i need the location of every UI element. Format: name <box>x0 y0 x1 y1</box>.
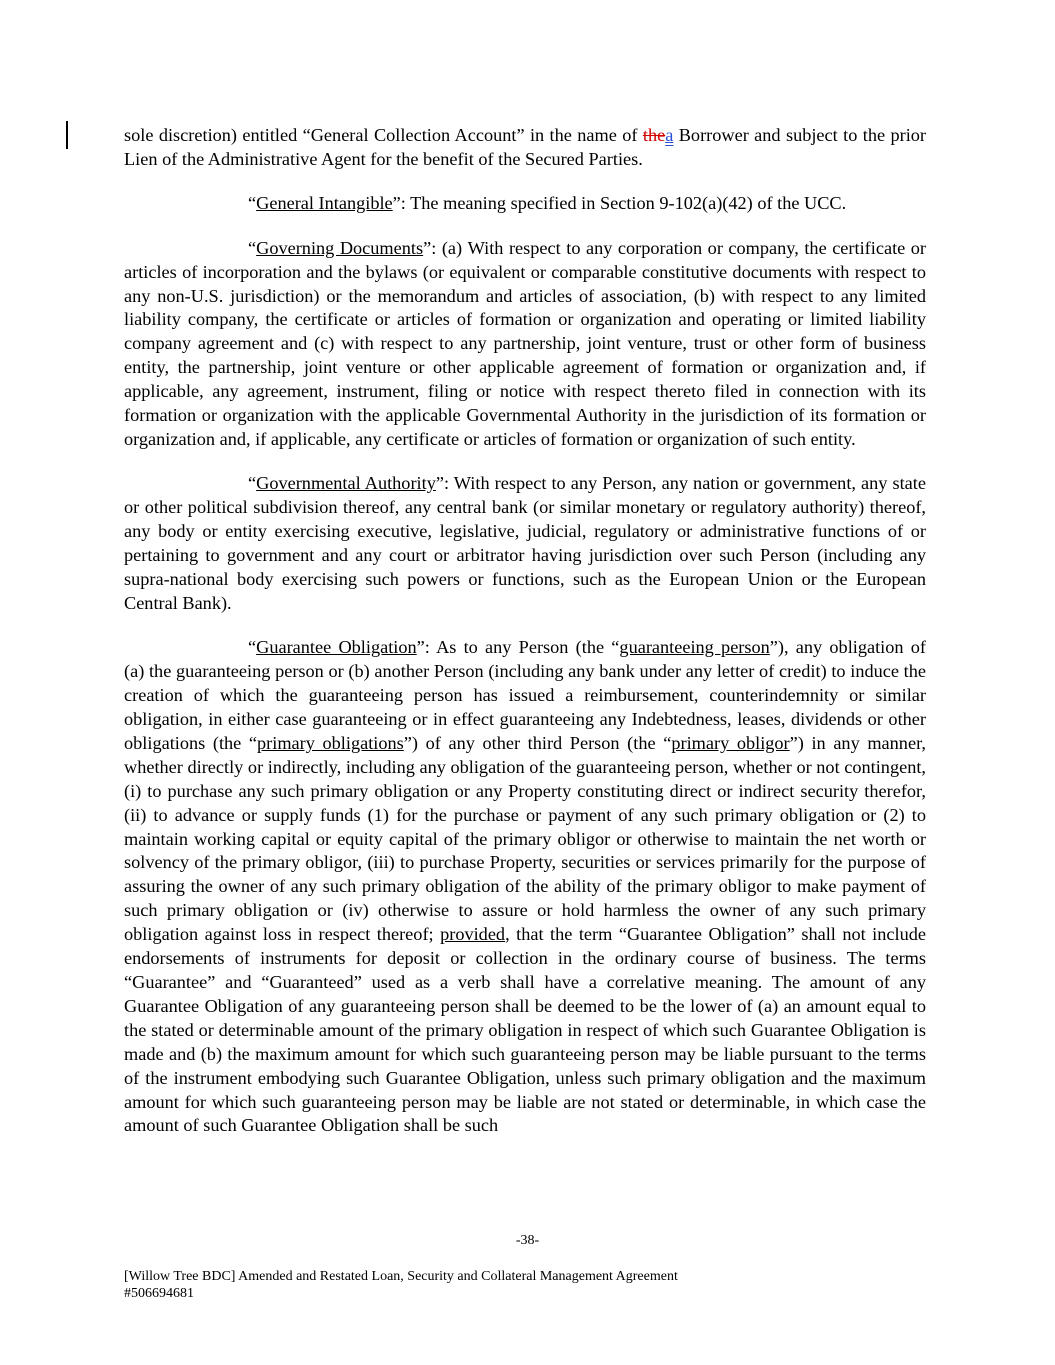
defined-term: Guarantee Obligation <box>256 637 417 658</box>
defined-term: Governmental Authority <box>256 473 436 494</box>
definition-text: ”: (a) With respect to any corporation or company, the certificate or articles of incorporation and the bylaws (or equivalent or comparable constitutive documents with respect to any non-U.S. jurisdiction) or the memorandum and articles of association, (b) with respect to any limited liability company, the certificate or articles of formation or organization and operating or limited liability company agreement and (c) with respect to any partnership, joint venture, trust or other form of business entity, the partnership, joint venture or other applicable agreement of formation or organization and, if applicable, any agreement, instrument, filing or notice with respect thereto filed in connection with its formation or organization with the applicable Governmental Authority in the jurisdiction of its formation or organization and, if applicable, any certificate or articles of formation or organization of such entity. <box>124 237 927 449</box>
proviso-term: provided <box>440 924 506 945</box>
open-quote: “ <box>248 237 257 258</box>
defined-term: Governing Documents <box>256 237 424 258</box>
inserted-text: a <box>665 125 674 145</box>
revision-change-bar <box>66 121 68 149</box>
definition-text: ”), any obligation of (a) the guaranteeing person or (b) another Person (including any bank under any letter of credit) to induce the creation of which the guaranteeing person has issued a reimbursement, counterindemnity or similar obligation, in either case guaranteeing or in effect guaranteeing any Indebtedness, leases, dividends or other obligations (the “ <box>124 637 926 753</box>
definition-text: , that the term “Guarantee Obligation” shall not include endorsements of instruments for deposit or collection in the ordinary course of business. The terms “Guarantee” and “Guaranteed” used as a verb shall have a correlative meaning. The amount of any Guarantee Obligation of any guaranteeing person shall be deemed to be the lower of (a) an amount equal to the stated or determinable amount of the primary obligation in respect of which such Guarantee Obligation is made and (b) the maximum amount for which such guaranteeing person may be liable pursuant to the terms of the instrument embodying such Guarantee Obligation, unless such primary obligation and the maximum amount for which such guaranteeing person may be liable are not stated or determinable, in which case the amount of such Guarantee Obligation shall be such <box>124 924 926 1136</box>
paragraph-intro <box>124 124 926 172</box>
page-number: -38- <box>515 1233 540 1248</box>
definition-text: ”: The meaning specified in Section 9-102(a)(42) of the UCC. <box>392 193 847 214</box>
open-quote: “ <box>248 637 257 658</box>
definition-text: ”: With respect to any Person, any nation or government, any state or other political subdivision thereof, any central bank (or similar monetary or regulatory authority) thereof, any body or entity exercising executive, legislative, judicial, regulatory or administrative functions of or pertaining to government and any court or arbitrator having jurisdiction over such Person (including any supra-national body exercising such powers or functions, such as the European Union or the European Central Bank). <box>124 473 926 613</box>
open-quote: “ <box>248 193 257 214</box>
definition-general-intangible <box>124 192 926 216</box>
definition-text: ”) of any other third Person (the “ <box>403 732 672 753</box>
definition-governmental-authority <box>124 472 926 615</box>
document-body <box>124 124 926 1159</box>
intro-text-start: sole discretion) entitled “General Collection Account” in the name of <box>124 125 643 145</box>
definition-guarantee-obligation <box>124 636 926 1138</box>
defined-term-guaranteeing-person: guaranteeing person <box>619 637 770 658</box>
footer-title: [Willow Tree BDC] Amended and Restated Loan, Security and Collateral Management Agreement <box>124 1269 678 1284</box>
defined-term: General Intangible <box>256 193 393 214</box>
defined-term-primary-obligor: primary obligor <box>671 732 790 753</box>
definition-text: ”) in any manner, whether directly or indirectly, including any obligation of the guaranteeing person, whether or not contingent, (i) to purchase any such primary obligation or any Property constituting direct or indirect security therefor, (ii) to advance or supply funds (1) for the purchase or payment of any such primary obligation or (2) to maintain working capital or equity capital of the primary obligor or otherwise to maintain the net worth or solvency of the primary obligor, (iii) to purchase Property, securities or services primarily for the purpose of assuring the owner of any such primary obligation of the ability of the primary obligor to make payment of such primary obligation or (iv) otherwise to assure or hold harmless the owner of any such primary obligation against loss in respect thereof; <box>124 732 926 945</box>
definition-text: ”: As to any Person (the “ <box>416 637 620 658</box>
open-quote: “ <box>248 473 257 494</box>
footer-document-id: #506694681 <box>124 1286 194 1301</box>
definition-governing-documents <box>124 237 926 452</box>
deleted-text: the <box>642 125 666 145</box>
defined-term-primary-obligations: primary obligations <box>257 732 404 753</box>
intro-text-end: Borrower and subject to the prior Lien of the Administrative Agent for the benefit of the Secured Parties. <box>124 125 926 169</box>
document-footer <box>124 1268 678 1302</box>
